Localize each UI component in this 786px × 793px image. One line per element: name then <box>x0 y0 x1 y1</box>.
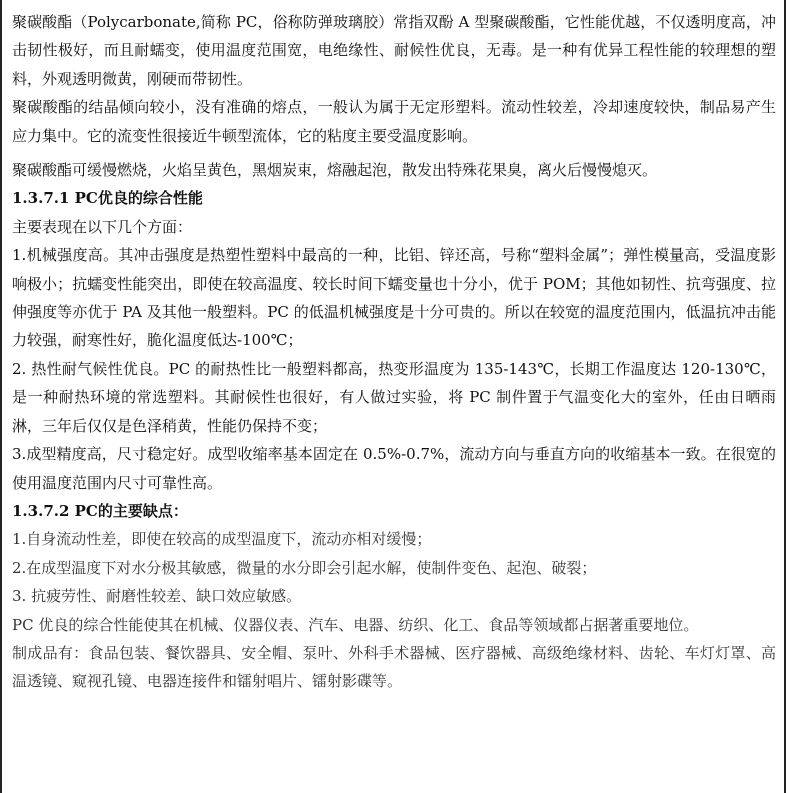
section-heading-disadvantages: 1.3.7.2 PC的主要缺点： <box>12 501 188 520</box>
advantages-intro: 主要表现在以下几个方面： <box>12 217 193 236</box>
section-heading-advantages: 1.3.7.1 PC优良的综合性能 <box>12 189 203 208</box>
advantage-item-mechanical: 1.机械强度高。其冲击强度是热塑性塑料中最高的一种，比铝、锌还高，号称“塑料金属”；弹性模量高，受温度影响极小；抗蠕变性能突出，即使在较高温度、较长时间下蠕变量也十分小，优于 POM；其他如韧性、抗弯强度、拉伸强度等亦优于 PA 及其他一般塑料。PC 的低温机械强度是十分可贵的。所以在较宽的温度范围内，低温抗冲击能力较强，耐寒性好，脆化温度低达-100℃； <box>12 246 776 350</box>
advantage-item-thermal: 2. 热性耐气候性优良。PC 的耐热性比一般塑料都高，热变形温度为 135-143℃，长期工作温度达 120-130℃，是一种耐热环境的常选塑料。其耐候性也很好，有人做过实验，将 PC 制件置于气温变化大的室外，任由日晒雨淋，三年后仅仅是色泽稍黄，性能仍保持不变； <box>12 359 776 435</box>
intro-paragraph: 聚碳酸酯（Polycarbonate,简称 PC，俗称防弹玻璃胶）常指双酚 A 型聚碳酸酯，它性能优越，不仅透明度高，冲击韧性极好，而且耐蠕变，使用温度范围宽，电绝缘性、耐候性优良，无毒。是一种有优异工程性能的较理想的塑料，外观透明微黄，刚硬而带韧性。 <box>12 13 776 88</box>
disadvantage-item-fatigue: 3. 抗疲劳性、耐磨性较差、缺口效应敏感。 <box>12 587 302 606</box>
advantage-item-precision: 3.成型精度高，尺寸稳定好。成型收缩率基本固定在 0.5%-0.7%，流动方向与垂直方向的收缩基本一致。在很宽的使用温度范围内尺寸可靠性高。 <box>12 445 776 492</box>
disadvantage-item-flow: 1.自身流动性差，即使在较高的成型温度下，流动亦相对缓慢； <box>12 530 432 549</box>
products-list: 制成品有：食品包装、餐饮器具、安全帽、泵叶、外科手术器械、医疗器械、高级绝缘材料、齿轮、车灯灯罩、高温透镜、窥视孔镜、电器连接件和镭射唱片、镭射影碟等。 <box>12 643 776 691</box>
combustion-paragraph: 聚碳酸酯可缓慢燃烧，火焰呈黄色，黑烟炭束，熔融起泡，散发出特殊花果臭，离火后慢慢熄灭。 <box>12 161 658 180</box>
applications-summary: PC 优良的综合性能使其在机械、仪器仪表、汽车、电器、纺织、化工、食品等领域都占据著重要地位。 <box>12 615 699 634</box>
document-body <box>12 8 776 696</box>
disadvantage-item-moisture: 2.在成型温度下对水分极其敏感，微量的水分即会引起水解，使制件变色、起泡、破裂； <box>12 558 597 577</box>
crystallization-paragraph: 聚碳酸酯的结晶倾向较小，没有准确的熔点，一般认为属于无定形塑料。流动性较差，冷却速度较快，制品易产生应力集中。它的流变性很接近牛顿型流体，它的粘度主要受温度影响。 <box>12 98 776 145</box>
